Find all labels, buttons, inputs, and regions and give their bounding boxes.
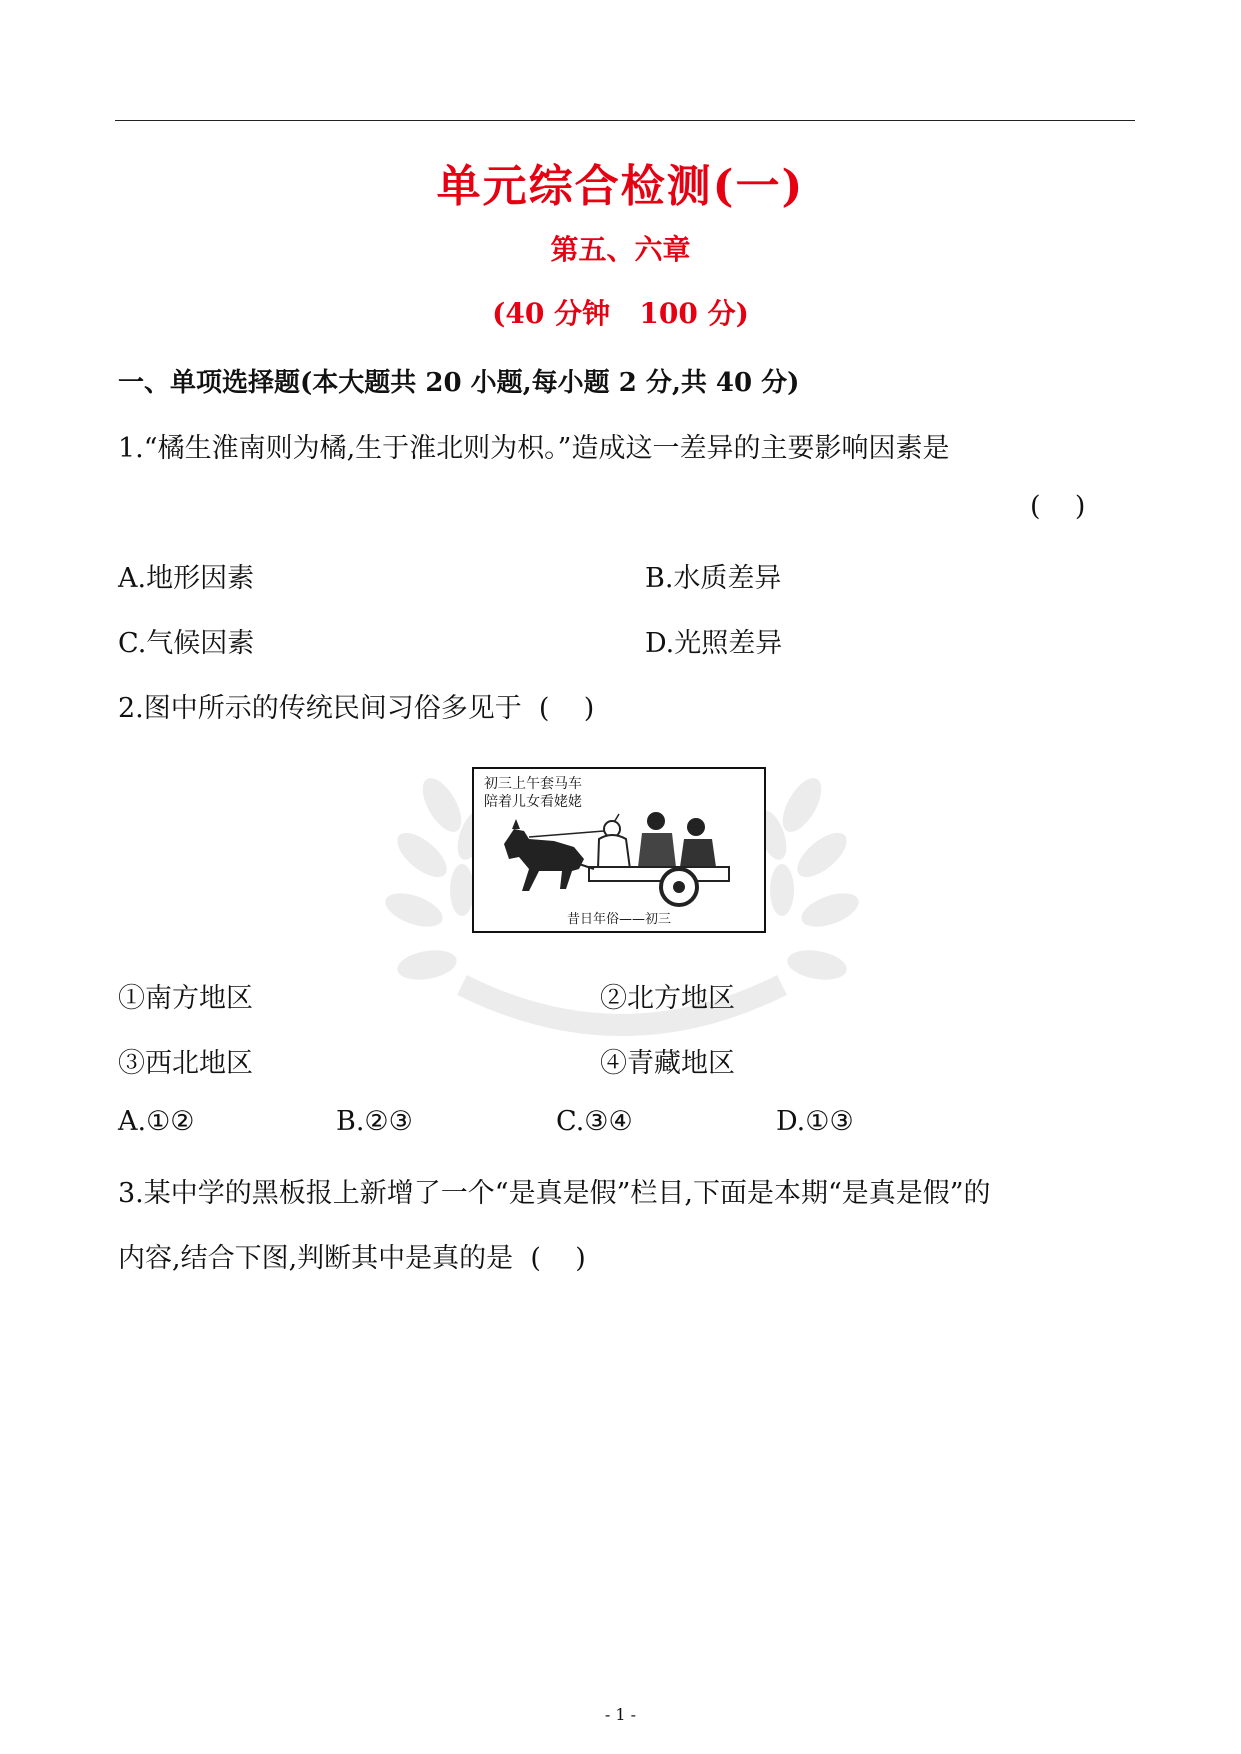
question-2-option-b: B.②③ bbox=[336, 1106, 413, 1137]
exam-duration: (40 分钟 100 分) bbox=[492, 297, 749, 330]
question-1-option-b: B.水质差异 bbox=[645, 563, 782, 594]
question-3-stem-line-1: 3.某中学的黑板报上新增了一个“是真是假”栏目,下面是本期“是真是假”的 bbox=[118, 1178, 991, 1209]
page-number: - 1 - bbox=[604, 1705, 637, 1724]
header-rule bbox=[115, 120, 1135, 121]
section-heading: 一、单项选择题(本大题共 20 小题,每小题 2 分,共 40 分) bbox=[118, 368, 800, 398]
illustration-line-2: 陪着儿女看姥姥 bbox=[484, 794, 582, 810]
question-2-choice-2: ②北方地区 bbox=[600, 983, 735, 1014]
question-1-stem: 1.“橘生淮南则为橘,生于淮北则为枳。”造成这一差异的主要影响因素是 bbox=[118, 433, 950, 464]
question-2-choice-4: ④青藏地区 bbox=[600, 1048, 735, 1079]
page-subtitle: 第五、六章 bbox=[550, 233, 691, 266]
question-2-option-d: D.①③ bbox=[776, 1106, 854, 1137]
question-2-option-a: A.①② bbox=[118, 1106, 195, 1137]
horse-cart-drawing bbox=[494, 809, 744, 909]
question-2-choice-1: ①南方地区 bbox=[118, 983, 253, 1014]
question-2-choice-3: ③西北地区 bbox=[118, 1048, 253, 1079]
illustration-text bbox=[484, 775, 582, 811]
question-1-option-d: D.光照差异 bbox=[645, 628, 783, 659]
question-3-stem-line-2: 内容,结合下图,判断其中是真的是 ( ) bbox=[118, 1243, 586, 1274]
question-1-option-c: C.气候因素 bbox=[118, 628, 255, 659]
illustration-line-1: 初三上午套马车 bbox=[484, 776, 582, 792]
question-1-option-a: A.地形因素 bbox=[118, 563, 255, 594]
question-2-option-c: C.③④ bbox=[556, 1106, 633, 1137]
illustration-caption: 昔日年俗——初三 bbox=[566, 912, 671, 927]
question-1-answer-blank: ( ) bbox=[1030, 491, 1086, 522]
new-year-custom-illustration bbox=[472, 767, 766, 933]
question-2-stem: 2.图中所示的传统民间习俗多见于 ( ) bbox=[118, 693, 595, 724]
page-title: 单元综合检测(一) bbox=[436, 161, 805, 212]
